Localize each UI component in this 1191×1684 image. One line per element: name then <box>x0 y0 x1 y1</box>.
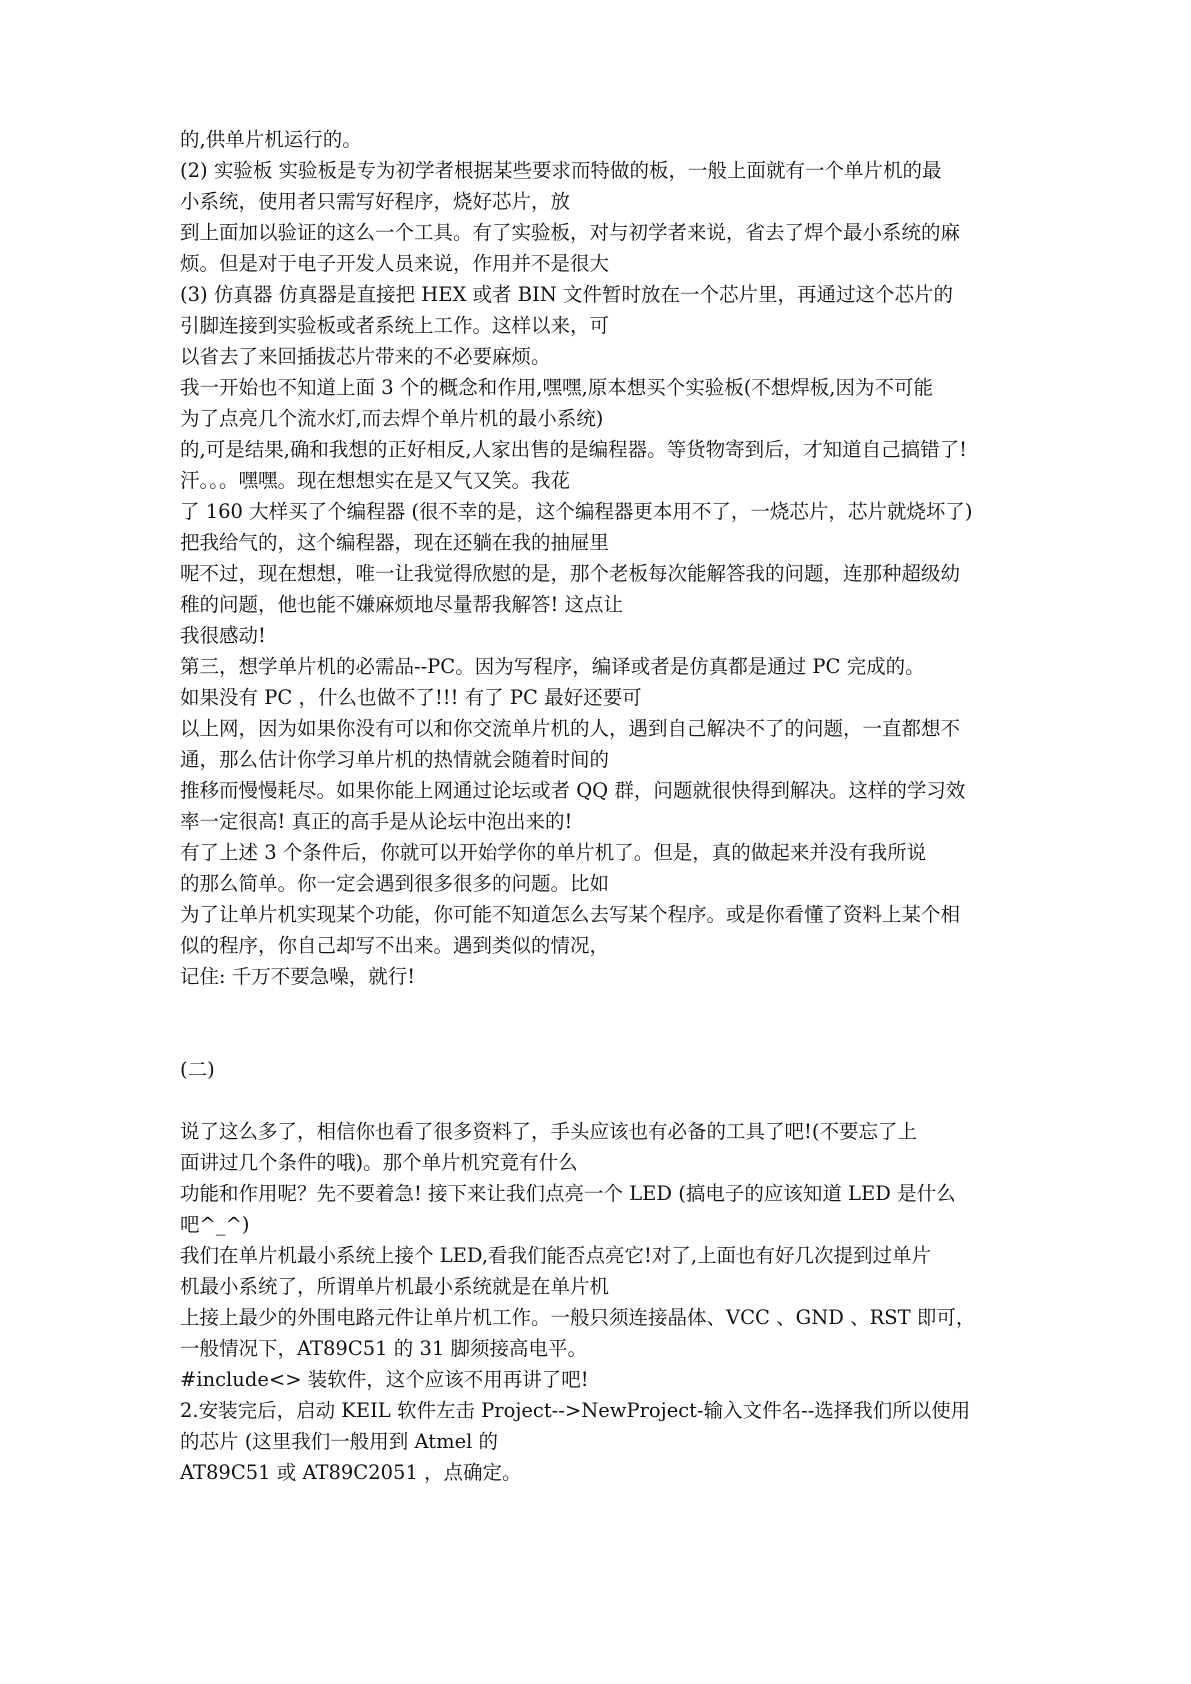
text-line: 的,供单片机运行的。 <box>180 128 362 151</box>
text-line: 引脚连接到实验板或者系统上工作。这样以来，可 <box>180 314 610 337</box>
text-line: 为了点亮几个流水灯,而去焊个单片机的最小系统) <box>180 407 604 430</box>
text-line: 的芯片 (这里我们一般用到 Atmel 的 <box>180 1430 499 1453</box>
paragraph-block-1 <box>180 124 1020 992</box>
text-line: 第三，想学单片机的必需品--PC。因为写程序，编译或者是仿真都是通过 PC 完成的。 <box>180 655 925 678</box>
text-line: 的那么简单。你一定会遇到很多很多的问题。比如 <box>180 872 610 895</box>
document-body <box>180 124 1020 1488</box>
text-line: 以省去了来回插拔芯片带来的不必要麻烦。 <box>180 345 551 368</box>
section-heading: (二) <box>180 1058 215 1081</box>
text-line: 了 160 大样买了个编程器 (很不幸的是，这个编程器更本用不了，一烧芯片，芯片就烧坏了) <box>180 500 973 523</box>
text-line: 以上网，因为如果你没有可以和你交流单片机的人，遇到自己解决不了的问题，一直都想不 <box>180 717 961 740</box>
text-line: 烦。但是对于电子开发人员来说，作用并不是很大 <box>180 252 610 275</box>
text-line: 有了上述 3 个条件后，你就可以开始学你的单片机了。但是，真的做起来并没有我所说 <box>180 841 927 864</box>
text-line: 说了这么多了，相信你也看了很多资料了，手头应该也有必备的工具了吧!(不要忘了上 <box>180 1120 917 1143</box>
paragraph-block-2 <box>180 1116 1020 1488</box>
text-line: 为了让单片机实现某个功能，你可能不知道怎么去写某个程序。或是你看懂了资料上某个相 <box>180 903 961 926</box>
text-line: 我很感动! <box>180 624 266 647</box>
text-line: 2.安装完后，启动 KEIL 软件左击 Project-->NewProject-输入文件名--选择我们所以使用 <box>180 1399 971 1422</box>
text-line: 到上面加以验证的这么一个工具。有了实验板，对与初学者来说，省去了焊个最小系统的麻 <box>180 221 961 244</box>
text-line: 呢不过，现在想想，唯一让我觉得欣慰的是，那个老板每次能解答我的问题，连那种超级幼 <box>180 562 961 585</box>
text-line: 机最小系统了，所谓单片机最小系统就是在单片机 <box>180 1275 610 1298</box>
text-line: 我一开始也不知道上面 3 个的概念和作用,嘿嘿,原本想买个实验板(不想焊板,因为不可能 <box>180 376 934 399</box>
text-line: 把我给气的，这个编程器，现在还躺在我的抽屉里 <box>180 531 610 554</box>
text-line: 推移而慢慢耗尽。如果你能上网通过论坛或者 QQ 群，问题就很快得到解决。这样的学习效 <box>180 779 966 802</box>
text-line: 上接上最少的外围电路元件让单片机工作。一般只须连接晶体、VCC 、GND 、RST 即可， <box>180 1306 976 1329</box>
text-line: 稚的问题，他也能不嫌麻烦地尽量帮我解答! 这点让 <box>180 593 624 616</box>
text-line: 吧^_^) <box>180 1213 250 1236</box>
text-line: 率一定很高! 真正的高手是从论坛中泡出来的! <box>180 810 573 833</box>
text-line: 面讲过几个条件的哦)。那个单片机究竟有什么 <box>180 1151 578 1174</box>
spacer <box>180 992 1020 1054</box>
text-line: 的,可是结果,确和我想的正好相反,人家出售的是编程器。等货物寄到后，才知道自己搞错了! <box>180 438 967 461</box>
text-line: (2) 实验板 实验板是专为初学者根据某些要求而特做的板，一般上面就有一个单片机的最 <box>180 159 942 182</box>
text-line: 通，那么估计你学习单片机的热情就会随着时间的 <box>180 748 610 771</box>
code-line: #include<> 装软件，这个应该不用再讲了吧! <box>180 1368 589 1391</box>
text-line: 汗。。。嘿嘿。现在想想实在是又气又笑。我花 <box>180 469 571 492</box>
text-line: 我们在单片机最小系统上接个 LED,看我们能否点亮它!对了,上面也有好几次提到过单片 <box>180 1244 932 1267</box>
text-line: 记住: 千万不要急噪，就行! <box>180 965 416 988</box>
text-line: AT89C51 或 AT89C2051 ，点确定。 <box>180 1461 522 1484</box>
text-line: (3) 仿真器 仿真器是直接把 HEX 或者 BIN 文件暂时放在一个芯片里，再通过这个芯片的 <box>180 283 954 306</box>
spacer <box>180 1085 1020 1116</box>
text-line: 一般情况下，AT89C51 的 31 脚须接高电平。 <box>180 1337 587 1360</box>
text-line: 小系统，使用者只需写好程序，烧好芯片，放 <box>180 190 571 213</box>
text-line: 如果没有 PC ，什么也做不了!!! 有了 PC 最好还要可 <box>180 686 642 709</box>
text-line: 功能和作用呢？先不要着急! 接下来让我们点亮一个 LED (搞电子的应该知道 LED 是什么 <box>180 1182 956 1205</box>
text-line: 似的程序，你自己却写不出来。遇到类似的情况， <box>180 934 610 957</box>
